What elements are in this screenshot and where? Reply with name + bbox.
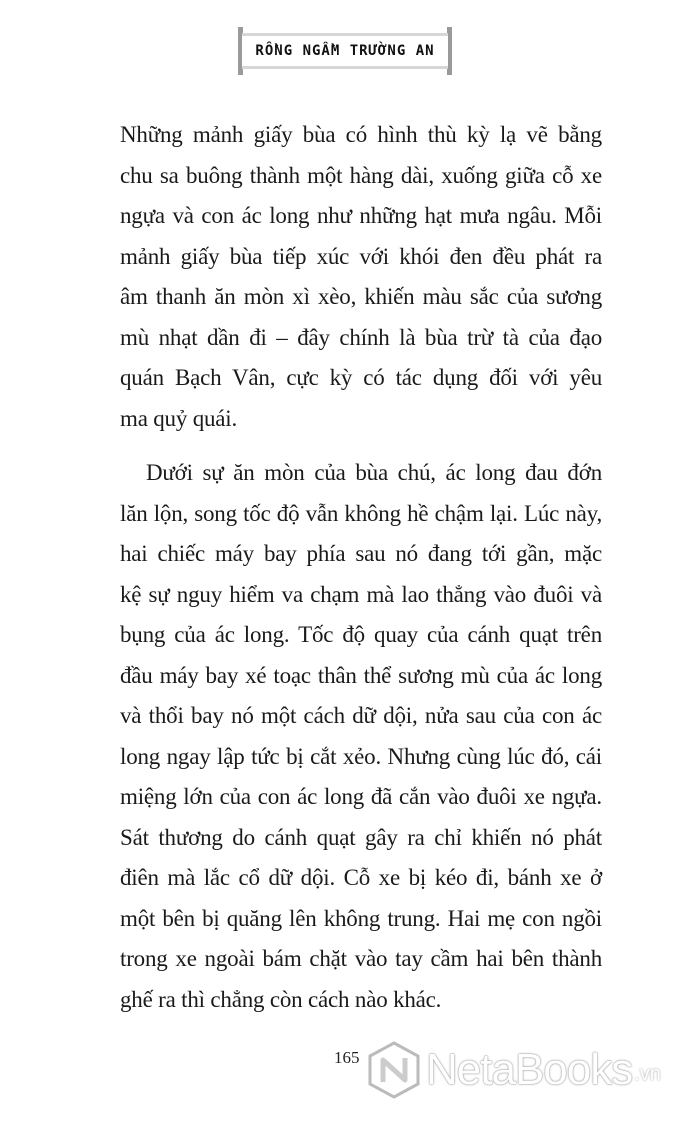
watermark-suffix: .vn: [634, 1063, 661, 1085]
paragraph-1: [120, 115, 602, 439]
text-line: và thổi bay nó một cách dữ dội, nửa sau của con ác: [120, 703, 602, 728]
netabooks-logo-icon: [366, 1040, 422, 1100]
text-line: chu sa buông thành một hàng dài, xuống giữa cỗ xe: [120, 162, 602, 188]
text-line: quán Bạch Vân, cực kỳ có tác dụng đối với yêu: [120, 365, 602, 390]
watermark-brand: NetaBooks: [426, 1045, 633, 1094]
page-number: 165: [334, 1048, 360, 1067]
text-line: hai chiếc máy bay phía sau nó đang tới gần, mặc: [120, 541, 602, 566]
running-header-banner: [238, 27, 452, 75]
text-line: ma quỷ quái.: [120, 405, 238, 431]
text-line: điên mà lắc cổ dữ dội. Cỗ xe bị kéo đi, bánh xe ở: [120, 865, 602, 890]
paragraph-2: [120, 453, 602, 1020]
text-line: một bên bị quăng lên không trung. Hai mẹ con ngồi: [120, 905, 602, 931]
text-line: Những mảnh giấy bùa có hình thù kỳ lạ vẽ bằng: [120, 122, 602, 147]
watermark: [366, 1040, 661, 1100]
text-line: ngựa và con ác long như những hạt mưa ngâu. Mỗi: [120, 203, 602, 228]
text-line: mù nhạt dần đi – đây chính là bùa trừ tà của đạo: [120, 324, 602, 350]
text-line: âm thanh ăn mòn xì xèo, khiến màu sắc của sương: [120, 284, 602, 309]
text-line: mảnh giấy bùa tiếp xúc với khói đen đều phát ra: [120, 243, 602, 269]
text-line: lăn lộn, song tốc độ vẫn không hề chậm lại. Lúc này,: [120, 500, 602, 526]
book-title: RỒNG NGẦM TRƯỜNG AN: [255, 43, 435, 59]
scroll-body: [242, 33, 448, 69]
text-line: long ngay lập tức bị cắt xẻo. Nhưng cùng lúc đó, cái: [120, 743, 602, 769]
text-line: miệng lớn của con ác long đã cắn vào đuôi xe ngựa.: [120, 784, 602, 809]
text-line: Dưới sự ăn mòn của bùa chú, ác long đau đớn: [146, 460, 602, 485]
text-line: Sát thương do cánh quạt gây ra chỉ khiến nó phát: [120, 824, 602, 850]
text-line: bụng của ác long. Tốc độ quay của cánh quạt trên: [120, 622, 602, 647]
text-line: đầu máy bay xé toạc thân thể sương mù của ác long: [120, 662, 602, 688]
text-line: trong xe ngoài bám chặt vào tay cầm hai bên thành: [120, 946, 602, 971]
text-line: ghế ra thì chẳng còn cách nào khác.: [120, 986, 442, 1012]
text-line: kệ sự nguy hiểm va chạm mà lao thẳng vào đuôi và: [120, 581, 602, 607]
